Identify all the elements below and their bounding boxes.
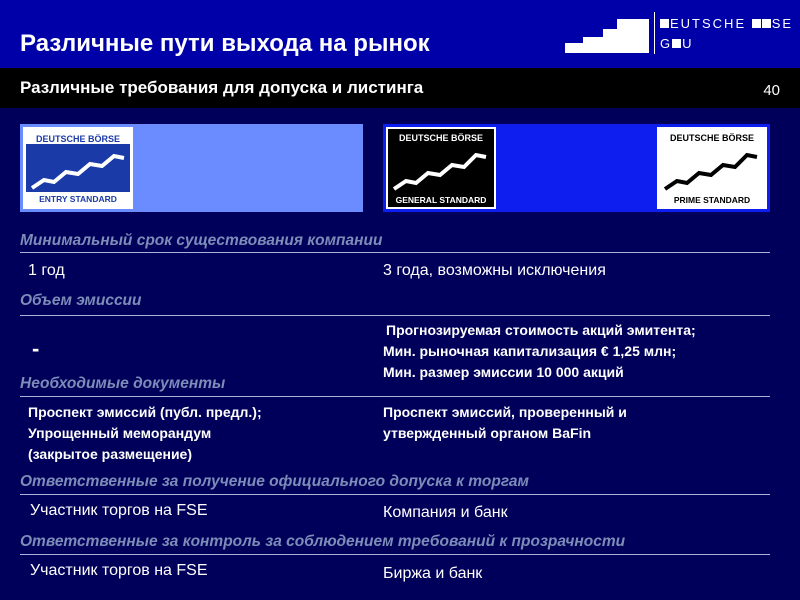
entry-documents-value: Проспект эмиссий (публ. предл.); Упрощенный меморандум (закрытое размещение) <box>28 404 262 462</box>
divider <box>20 554 770 555</box>
standard-admission-responsible-value: Компания и банк <box>383 504 508 521</box>
standard-documents-value: Проспект эмиссий, проверенный и утвержденный органом BaFin <box>383 404 627 441</box>
stairs-chart-icon <box>30 148 126 192</box>
entry-standard-panel <box>20 124 363 212</box>
entry-standard-badge: DEUTSCHE BÖRSE ENTRY STANDARD <box>23 127 133 209</box>
page-title: Различные пути выхода на рынок <box>20 30 430 57</box>
logo-divider <box>654 12 655 54</box>
deutsche-boerse-stairs-logo <box>565 15 649 53</box>
standard-min-age-value: 3 года, возможны исключения <box>383 262 606 279</box>
section-heading-issue-volume: Объем эмиссии <box>20 292 142 309</box>
standard-transparency-responsible-value: Биржа и банк <box>383 565 483 582</box>
section-heading-min-age: Минимальный срок существования компании <box>20 232 383 249</box>
page-number: 40 <box>763 82 780 99</box>
entry-issue-volume-value: - <box>32 336 40 361</box>
divider <box>20 494 770 495</box>
subtitle: Различные требования для допуска и листинга <box>20 78 424 97</box>
stairs-chart-icon <box>663 147 759 193</box>
deutsche-boerse-wordmark: EUTSCHE SE G U <box>660 16 794 51</box>
section-heading-required-documents: Необходимые документы <box>20 375 226 392</box>
general-standard-badge: DEUTSCHE BÖRSE GENERAL STANDARD <box>386 127 496 209</box>
section-heading-admission-responsible: Ответственные за получение официального допуска к торгам <box>20 473 529 490</box>
stairs-chart-icon <box>392 147 488 193</box>
divider <box>20 396 770 397</box>
entry-transparency-responsible-value: Участник торгов на FSE <box>30 562 208 579</box>
divider <box>20 315 770 316</box>
divider <box>20 252 770 253</box>
standard-issue-volume-value: Прогнозируемая стоимость акций эмитента; Мин. рыночная капитализация € 1,25 млн; Мин. размер эмиссии 10 000 акций <box>383 322 696 380</box>
prime-standard-badge: DEUTSCHE BÖRSE PRIME STANDARD <box>657 127 767 209</box>
general-prime-standard-panel <box>383 124 770 212</box>
entry-admission-responsible-value: Участник торгов на FSE <box>30 502 208 519</box>
entry-min-age-value: 1 год <box>28 262 65 279</box>
section-heading-transparency-responsible: Ответственные за контроль за соблюдением требований к прозрачности <box>20 533 626 550</box>
